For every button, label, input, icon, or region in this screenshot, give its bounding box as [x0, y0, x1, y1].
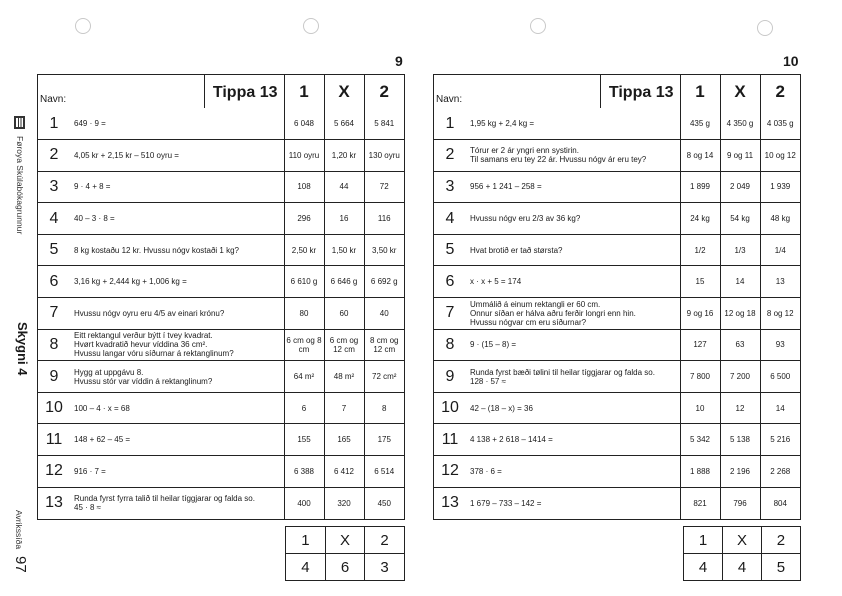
answer-option-2[interactable]: 450 [364, 487, 404, 519]
tippa-title: Tippa 13 [212, 83, 278, 101]
answer-option-2[interactable]: 72 cm² [364, 361, 404, 393]
question-number: 8 [38, 329, 70, 361]
question-text: Eitt rektangul verður býtt í tvey kvadrat. Hvørt kvadratið hevur víddina 36 cm². Hvussu langar vóru síðurnar á rektanglinum? [70, 329, 284, 361]
question-number: 12 [434, 456, 466, 488]
answer-option-1[interactable]: 6 388 [284, 456, 324, 488]
question-row [434, 234, 800, 266]
name-label: Navn: [40, 94, 67, 105]
tippa-title: Tippa 13 [608, 83, 674, 101]
answer-option-1[interactable]: 15 [680, 266, 720, 298]
question-number: 6 [38, 266, 70, 298]
result-header-cell: X [723, 527, 762, 554]
publisher-name: Føroya Skúlabókagrunnur [15, 136, 25, 235]
answer-option-2[interactable]: 8 og 12 [760, 298, 800, 330]
result-header-cell: 2 [761, 527, 800, 554]
result-count-cell: 3 [365, 554, 404, 581]
binder-hole [303, 18, 319, 34]
question-text: 3,16 kg + 2,444 kg + 1,006 kg = [70, 266, 284, 298]
answer-option-1[interactable]: 9 og 16 [680, 298, 720, 330]
answer-option-x[interactable]: 63 [720, 329, 760, 361]
question-row [38, 266, 404, 298]
result-box-right [683, 526, 801, 581]
question-text: Hvussu nógv oyru eru 4/5 av einari krónu? [70, 298, 284, 330]
question-number: 11 [38, 424, 70, 456]
name-label: Navn: [436, 94, 463, 105]
answer-option-1[interactable]: 7 800 [680, 361, 720, 393]
question-number: 3 [434, 171, 466, 203]
question-row [434, 266, 800, 298]
answer-option-2[interactable]: 6 500 [760, 361, 800, 393]
answer-option-2[interactable]: 1 939 [760, 171, 800, 203]
answer-option-x[interactable]: 5 664 [324, 108, 364, 140]
answer-option-1[interactable]: 80 [284, 298, 324, 330]
answer-option-2[interactable]: 116 [364, 203, 404, 235]
answer-option-x[interactable]: 796 [720, 487, 760, 519]
question-number: 11 [434, 424, 466, 456]
question-number: 13 [434, 487, 466, 519]
question-text: 1,95 kg + 2,4 kg = [470, 119, 535, 129]
answer-option-x[interactable]: 4 350 g [720, 108, 760, 140]
answer-option-1[interactable]: 5 342 [680, 424, 720, 456]
answer-option-x[interactable]: 2 196 [720, 456, 760, 488]
question-number: 3 [38, 171, 70, 203]
question-number: 13 [38, 487, 70, 519]
question-row [38, 329, 404, 361]
result-header-cell: 1 [698, 531, 708, 549]
question-row [38, 298, 404, 330]
answer-option-2[interactable]: 40 [364, 298, 404, 330]
question-text: 649 · 9 = [74, 119, 106, 129]
question-text: 4,05 kr + 2,15 kr – 510 oyru = [70, 140, 284, 172]
result-count-cell: 4 [286, 554, 325, 581]
question-text: 9 · (15 – 8) = [466, 329, 680, 361]
question-row [38, 140, 404, 172]
question-number: 10 [38, 392, 70, 424]
answer-option-1[interactable]: 6 [284, 392, 324, 424]
question-text: 378 · 6 = [466, 456, 680, 488]
question-row [38, 361, 404, 393]
question-text: 8 kg kostaðu 12 kr. Hvussu nógv kostaði 1 kg? [70, 234, 284, 266]
answer-option-1[interactable]: 1/2 [680, 234, 720, 266]
answer-option-2[interactable]: 5 841 [364, 108, 404, 140]
question-number: 2 [434, 140, 466, 172]
answer-option-1[interactable]: 400 [284, 487, 324, 519]
answer-option-2[interactable]: 93 [760, 329, 800, 361]
question-number: 9 [434, 361, 466, 393]
question-text: Runda fyrst bæði tølini til heilar tíggjarar og falda so. 128 · 57 ≈ [466, 361, 680, 393]
result-header-cell: X [325, 527, 364, 554]
answer-option-x[interactable]: 12 og 18 [720, 298, 760, 330]
question-number: 7 [434, 298, 466, 330]
answer-option-2[interactable]: 3,50 kr [364, 234, 404, 266]
answer-option-1[interactable]: 296 [284, 203, 324, 235]
answer-option-2[interactable]: 48 kg [760, 203, 800, 235]
answer-option-x[interactable]: 12 [720, 392, 760, 424]
column-header-1: 1 [680, 75, 720, 108]
question-text: 40 – 3 · 8 = [70, 203, 284, 235]
answer-option-1[interactable]: 8 og 14 [680, 140, 720, 172]
question-number: 1 [49, 114, 59, 132]
question-number: 9 [38, 361, 70, 393]
result-count-cell: 6 [325, 554, 364, 581]
answer-option-1[interactable]: 108 [284, 171, 324, 203]
answer-option-x[interactable]: 44 [324, 171, 364, 203]
answer-option-x[interactable]: 5 138 [720, 424, 760, 456]
question-row [38, 203, 404, 235]
question-row [38, 424, 404, 456]
question-number: 2 [38, 140, 70, 172]
answer-option-2[interactable]: 2 268 [760, 456, 800, 488]
answer-option-2[interactable]: 130 oyru [364, 140, 404, 172]
answer-option-1[interactable]: 6 610 g [284, 266, 324, 298]
question-text: Tórur er 2 ár yngri enn systirin. Til samans eru tey 22 ár. Hvussu nógv ár eru tey? [466, 140, 680, 172]
answer-option-2[interactable]: 1/4 [760, 234, 800, 266]
question-row [38, 108, 404, 140]
question-number: 8 [434, 329, 466, 361]
result-header-cell: 1 [301, 531, 310, 549]
answer-option-1[interactable]: 1 888 [680, 456, 720, 488]
question-text: 148 + 62 – 45 = [70, 424, 284, 456]
question-text: 100 – 4 · x = 68 [70, 392, 284, 424]
answer-option-1[interactable]: 155 [284, 424, 324, 456]
result-header-cell: 2 [365, 527, 404, 554]
answer-option-1[interactable]: 10 [680, 392, 720, 424]
question-row [434, 298, 800, 330]
question-number: 4 [434, 203, 466, 235]
title-divider [600, 74, 601, 108]
question-text: 4 138 + 2 618 – 1414 = [466, 424, 680, 456]
binder-hole [530, 18, 546, 34]
answer-option-x[interactable]: 7 [324, 392, 364, 424]
question-row [434, 424, 800, 456]
tippa-table-right [434, 75, 800, 519]
title-divider [204, 74, 205, 108]
answer-option-1[interactable]: 24 kg [680, 203, 720, 235]
answer-option-x[interactable]: 48 m² [324, 361, 364, 393]
question-row [38, 234, 404, 266]
page-number-left: 9 [395, 53, 403, 69]
answer-option-x[interactable]: 320 [324, 487, 364, 519]
answer-option-x[interactable]: 2 049 [720, 171, 760, 203]
question-text: 916 · 7 = [70, 456, 284, 488]
question-text: 1 679 – 733 – 142 = [466, 487, 680, 519]
result-box-left [285, 526, 405, 581]
question-text: 956 + 1 241 – 258 = [466, 171, 680, 203]
answer-option-x[interactable]: 1,20 kr [324, 140, 364, 172]
question-number: 7 [38, 298, 70, 330]
answer-option-1[interactable]: 2,50 kr [284, 234, 324, 266]
question-number: 10 [434, 392, 466, 424]
answer-option-1[interactable]: 6 cm og 8 cm [284, 329, 324, 361]
question-number: 1 [445, 114, 455, 132]
question-row [434, 140, 800, 172]
answer-option-x[interactable]: 54 kg [720, 203, 760, 235]
question-text: Ummálið á einum rektangli er 60 cm. Onnur síðan er hálva aðru ferðir longri enn hin. Hvussu nógvar cm eru síðurnar? [466, 298, 680, 330]
question-number: 5 [38, 234, 70, 266]
answer-option-2[interactable]: 13 [760, 266, 800, 298]
answer-option-1[interactable]: 127 [680, 329, 720, 361]
answer-option-1[interactable]: 1 899 [680, 171, 720, 203]
book-title: Skygni 4 [15, 322, 30, 376]
question-row [434, 361, 800, 393]
answer-option-2[interactable]: 5 216 [760, 424, 800, 456]
answer-option-2[interactable]: 14 [760, 392, 800, 424]
column-header-2: 2 [760, 75, 800, 108]
question-text: Runda fyrst fyrra talið til heilar tíggjarar og falda so. 45 · 8 ≈ [70, 487, 284, 519]
answer-option-2[interactable]: 804 [760, 487, 800, 519]
chapter-label: Avrikssíða [14, 510, 24, 550]
answer-option-1[interactable]: 821 [680, 487, 720, 519]
question-row [38, 456, 404, 488]
result-count-cell: 4 [723, 554, 762, 581]
answer-option-1[interactable]: 435 g [680, 108, 720, 140]
question-row [38, 171, 404, 203]
question-text: x · x + 5 = 174 [466, 266, 680, 298]
column-header-2: 2 [364, 75, 404, 108]
answer-option-2[interactable]: 72 [364, 171, 404, 203]
tippa-sheet-left [37, 74, 405, 520]
question-number: 4 [38, 203, 70, 235]
result-count-cell: 4 [684, 554, 723, 581]
answer-option-x[interactable]: 6 cm og 12 cm [324, 329, 364, 361]
column-header-x: X [324, 75, 364, 108]
answer-option-2[interactable]: 6 514 [364, 456, 404, 488]
question-row [434, 171, 800, 203]
answer-option-x[interactable]: 9 og 11 [720, 140, 760, 172]
question-row [38, 392, 404, 424]
question-row [434, 203, 800, 235]
answer-option-x[interactable]: 60 [324, 298, 364, 330]
answer-option-x[interactable]: 16 [324, 203, 364, 235]
answer-option-1[interactable]: 64 m² [284, 361, 324, 393]
answer-option-x[interactable]: 7 200 [720, 361, 760, 393]
answer-option-2[interactable]: 6 692 g [364, 266, 404, 298]
question-row [434, 392, 800, 424]
answer-option-x[interactable]: 14 [720, 266, 760, 298]
column-header-x: X [720, 75, 760, 108]
answer-option-2[interactable]: 175 [364, 424, 404, 456]
question-text: Hvussu nógv eru 2/3 av 36 kg? [466, 203, 680, 235]
page-number-right: 10 [783, 53, 799, 69]
answer-option-1[interactable]: 6 048 [284, 108, 324, 140]
tippa-table-left [38, 75, 404, 519]
question-number: 6 [434, 266, 466, 298]
binder-hole [75, 18, 91, 34]
answer-option-2[interactable]: 4 035 g [760, 108, 800, 140]
answer-option-x[interactable]: 1/3 [720, 234, 760, 266]
result-count-cell: 5 [761, 554, 800, 581]
question-text: Hvat brotið er tað størsta? [466, 234, 680, 266]
answer-option-x[interactable]: 6 646 g [324, 266, 364, 298]
binder-hole [757, 20, 773, 36]
question-row [434, 108, 800, 140]
question-row [434, 329, 800, 361]
answer-option-2[interactable]: 8 [364, 392, 404, 424]
tippa-sheet-right [433, 74, 801, 520]
question-number: 5 [434, 234, 466, 266]
question-row [434, 487, 800, 519]
publisher-logo-icon [14, 116, 25, 129]
question-number: 12 [38, 456, 70, 488]
answer-option-2[interactable]: 10 og 12 [760, 140, 800, 172]
question-text: 9 · 4 + 8 = [70, 171, 284, 203]
column-header-1: 1 [284, 75, 324, 108]
answer-option-x[interactable]: 165 [324, 424, 364, 456]
answer-option-x[interactable]: 1,50 kr [324, 234, 364, 266]
answer-option-1[interactable]: 110 oyru [284, 140, 324, 172]
question-row [38, 487, 404, 519]
question-text: Hygg at uppgávu 8. Hvussu stór var víddin á rektanglinum? [70, 361, 284, 393]
spine-page-number: 97 [12, 556, 29, 573]
question-row [434, 456, 800, 488]
question-text: 42 – (18 – x) = 36 [466, 392, 680, 424]
answer-option-2[interactable]: 8 cm og 12 cm [364, 329, 404, 361]
answer-option-x[interactable]: 6 412 [324, 456, 364, 488]
